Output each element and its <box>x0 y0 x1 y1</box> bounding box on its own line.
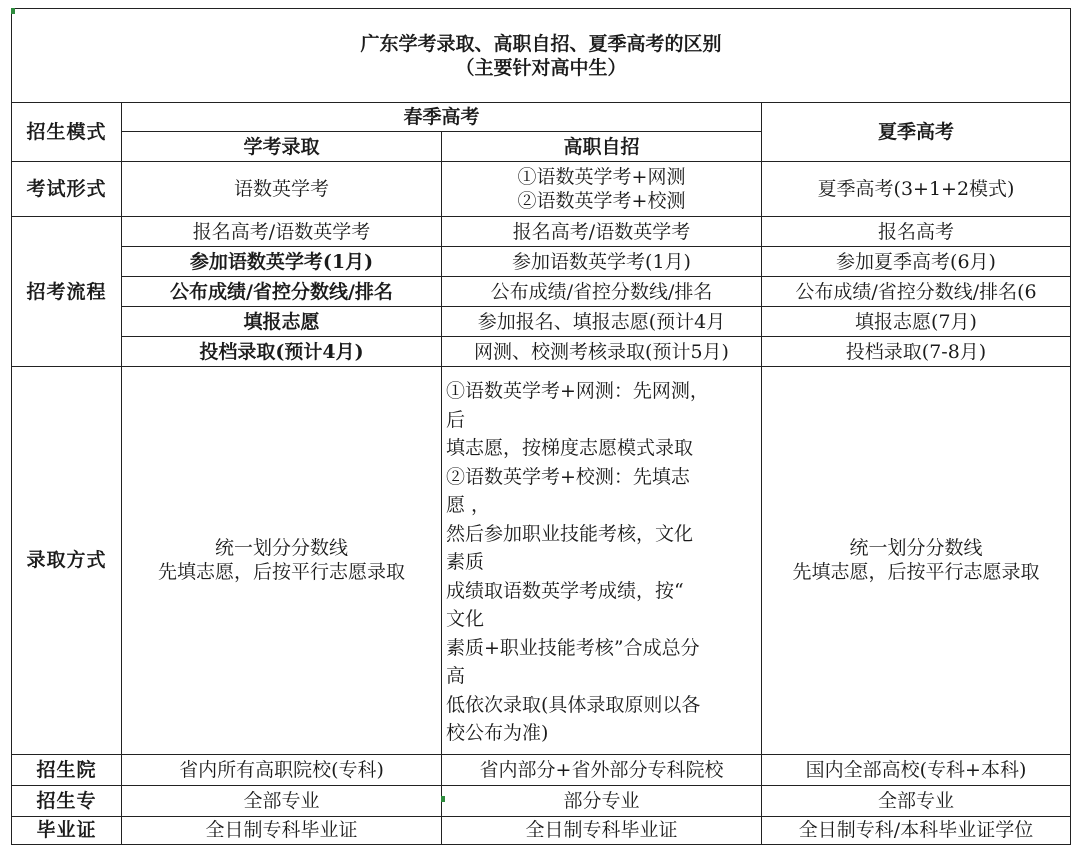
admission-xuekao-1: 统一划分分数线 <box>214 537 348 560</box>
admission-summer-2: 先填志愿，后按平行志愿录取 <box>792 561 1040 584</box>
process-xuekao-1: 报名高考/语数英学考 <box>122 217 442 247</box>
admission-gaozhi-line: 愿 ， <box>446 494 491 516</box>
diploma-xuekao: 全日制专科毕业证 <box>122 816 442 844</box>
exam-form-gaozhi <box>442 162 762 217</box>
diploma-summer: 全日制专科/本科毕业证学位 <box>762 816 1071 844</box>
admission-gaozhi-line: 低依次录取(具体录取原则以各 <box>446 693 701 716</box>
admission-gaozhi-line: 成绩取语数英学考成绩，按“ <box>446 579 684 602</box>
schools-xuekao: 省内所有高职院校(专科) <box>122 754 442 785</box>
admission-gaozhi-line: 素质 <box>446 551 485 573</box>
process-gaozhi-3: 公布成绩/省控分数线/排名 <box>442 277 762 307</box>
process-gaozhi-5: 网测、校测考核录取(预计5月) <box>442 337 762 367</box>
admission-gaozhi-line: ①语数英学考+网测：先网测， <box>446 380 709 402</box>
process-summer-5: 投档录取(7-8月) <box>762 337 1071 367</box>
admission-gaozhi-line: 填志愿，按梯度志愿模式录取 <box>446 437 694 459</box>
admission-gaozhi-line: 校公布为准) <box>446 722 549 744</box>
majors-xuekao: 全部专业 <box>122 785 442 816</box>
majors-label: 招生专 <box>12 785 122 816</box>
process-xuekao-2: 参加语数英学考(1月) <box>122 247 442 277</box>
process-label: 招考流程 <box>12 217 122 367</box>
admission-summer-1: 统一划分分数线 <box>849 537 983 560</box>
spring-header: 春季高考 <box>122 103 762 132</box>
admission-gaozhi-line: ②语数英学考+校测：先填志 <box>446 465 690 488</box>
schools-gaozhi: 省内部分+省外部分专科院校 <box>442 754 762 785</box>
summer-header: 夏季高考 <box>762 103 1071 162</box>
mode-label: 招生模式 <box>12 103 122 162</box>
exam-form-summer: 夏季高考(3+1+2模式) <box>762 162 1071 217</box>
exam-form-xuekao: 语数英学考 <box>122 162 442 217</box>
corner-mark <box>441 796 445 802</box>
admission-label: 录取方式 <box>12 367 122 755</box>
process-xuekao-4: 填报志愿 <box>122 307 442 337</box>
admission-gaozhi-line: 素质+职业技能考核”合成总分 <box>446 636 700 659</box>
diploma-label: 毕业证 <box>12 816 122 844</box>
admission-gaozhi-line: 文化 <box>446 608 485 630</box>
title-line-2: （主要针对高中生） <box>455 56 627 79</box>
exam-form-gaozhi-2: ②语数英学考+校测 <box>517 190 686 212</box>
majors-summer: 全部专业 <box>762 785 1071 816</box>
admission-xuekao-2: 先填志愿，后按平行志愿录取 <box>157 561 405 584</box>
majors-gaozhi: 部分专业 <box>442 785 762 816</box>
schools-label: 招生院 <box>12 754 122 785</box>
process-gaozhi-2: 参加语数英学考(1月) <box>442 247 762 277</box>
admission-gaozhi-line: 后 <box>446 408 466 431</box>
admission-gaozhi <box>442 367 762 755</box>
corner-mark <box>11 8 15 14</box>
process-gaozhi-4: 参加报名、填报志愿(预计4月 <box>442 307 762 337</box>
process-gaozhi-1: 报名高考/语数英学考 <box>442 217 762 247</box>
comparison-table <box>11 8 1071 845</box>
process-xuekao-3: 公布成绩/省控分数线/排名 <box>122 277 442 307</box>
exam-form-gaozhi-1: ①语数英学考+网测 <box>517 166 686 188</box>
admission-gaozhi-line: 然后参加职业技能考核，文化 <box>446 522 694 545</box>
process-summer-3: 公布成绩/省控分数线/排名(6 <box>762 277 1071 307</box>
diploma-gaozhi: 全日制专科毕业证 <box>442 816 762 844</box>
admission-xuekao <box>122 367 442 755</box>
process-summer-2: 参加夏季高考(6月) <box>762 247 1071 277</box>
exam-form-label: 考试形式 <box>12 162 122 217</box>
process-xuekao-5: 投档录取(预计4月) <box>122 337 442 367</box>
title-line-1: 广东学考录取、高职自招、夏季高考的区别 <box>360 32 722 55</box>
table-title <box>12 9 1071 103</box>
process-summer-4: 填报志愿(7月) <box>762 307 1071 337</box>
admission-summer <box>762 367 1071 755</box>
xuekao-header: 学考录取 <box>122 132 442 162</box>
schools-summer: 国内全部高校(专科+本科) <box>762 754 1071 785</box>
process-summer-1: 报名高考 <box>762 217 1071 247</box>
admission-gaozhi-line: 高 <box>446 665 466 687</box>
gaozhi-header: 高职自招 <box>442 132 762 162</box>
